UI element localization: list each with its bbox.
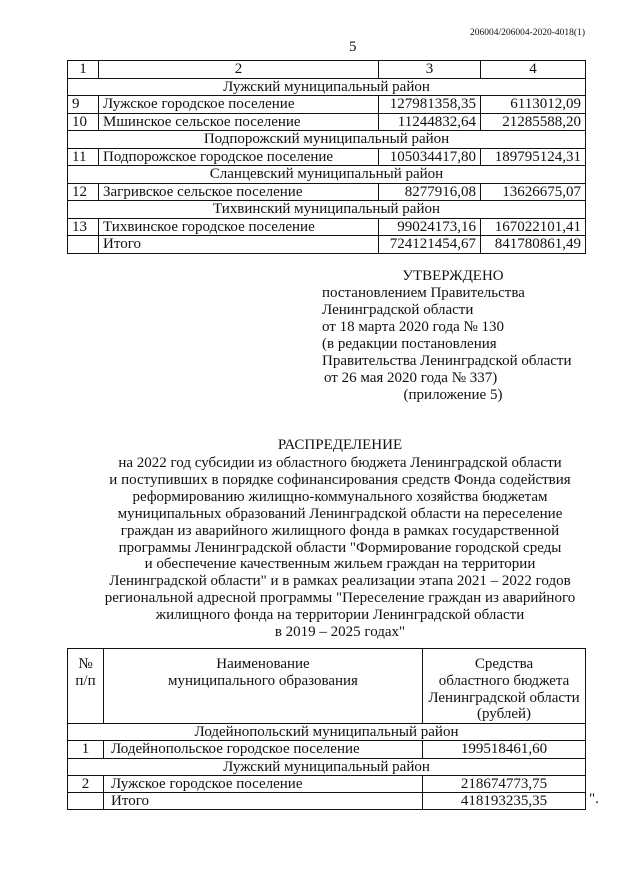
header-number bbox=[68, 649, 104, 724]
description-line: на 2022 год субсидии из областного бюджета Ленинградской области bbox=[118, 455, 562, 471]
table-row bbox=[68, 183, 586, 201]
header-funds-line: областного бюджета bbox=[438, 672, 570, 689]
table-header-row bbox=[68, 649, 586, 724]
row-number: 9 bbox=[68, 96, 99, 114]
approval-line: Правительства Ленинградской области bbox=[322, 353, 572, 369]
approval-line: от 18 марта 2020 года № 130 bbox=[322, 319, 505, 335]
table-row bbox=[68, 113, 586, 131]
total-col4: 841780861,49 bbox=[481, 236, 586, 254]
amount-col3: 8277916,08 bbox=[379, 183, 481, 201]
header-number-line: п/п bbox=[75, 672, 96, 689]
table-header-row bbox=[68, 61, 586, 79]
header-funds-line: (рублей) bbox=[476, 706, 532, 723]
description-line: и обеспечение качественным жильем граждан на территории bbox=[144, 556, 536, 573]
district-name: Лужский муниципальный район bbox=[68, 78, 586, 96]
description-line: региональной адресной программы "Переселение граждан из аварийного bbox=[104, 590, 576, 607]
settlement-name: Тихвинское городское поселение bbox=[99, 218, 379, 236]
header-funds-line: Ленинградской области bbox=[428, 689, 580, 706]
header-funds-line: Средства bbox=[474, 656, 534, 672]
amount-col4: 13626675,07 bbox=[481, 183, 586, 201]
amount-col4: 167022101,41 bbox=[481, 218, 586, 236]
approval-line: Ленинградской области bbox=[322, 302, 474, 318]
amount-col4: 189795124,31 bbox=[481, 148, 586, 166]
header-number-line: № bbox=[78, 656, 93, 672]
column-number-4: 4 bbox=[481, 61, 586, 79]
row-number: 11 bbox=[68, 148, 99, 166]
district-row bbox=[68, 78, 586, 96]
total-row bbox=[68, 792, 586, 809]
district-name: Подпорожский муниципальный район bbox=[68, 131, 586, 149]
total-funds: 418193235,35 bbox=[423, 792, 586, 809]
description-line: жилищного фонда на территории Ленинградской области bbox=[155, 607, 525, 624]
approval-title: УТВЕРЖДЕНО bbox=[402, 268, 504, 284]
document-id: 206004/206004-2020-4018(1) bbox=[469, 28, 585, 38]
distribution-description bbox=[60, 455, 620, 641]
table-row bbox=[68, 218, 586, 236]
approval-line: постановлением Правительства bbox=[322, 285, 525, 301]
description-line: муниципальных образований Ленинградской области на переселение bbox=[117, 505, 563, 522]
settlement-name: Лужское городское поселение bbox=[104, 775, 423, 792]
approval-block bbox=[322, 268, 584, 404]
row-number: 13 bbox=[68, 218, 99, 236]
page-number: 5 bbox=[349, 39, 357, 55]
distribution-table bbox=[67, 648, 586, 810]
row-number: 2 bbox=[68, 775, 104, 792]
column-number-2: 2 bbox=[99, 61, 379, 79]
district-row bbox=[68, 166, 586, 184]
description-line: реформированию жилищно-коммунального хозяйства бюджетам bbox=[132, 488, 548, 505]
district-row bbox=[68, 201, 586, 219]
amount-col3: 11244832,64 bbox=[379, 113, 481, 131]
settlement-name: Подпорожское городское поселение bbox=[99, 148, 379, 166]
column-number-3: 3 bbox=[379, 61, 481, 79]
settlement-name: Лужское городское поселение bbox=[99, 96, 379, 114]
closing-quote-mark: ". bbox=[589, 791, 599, 807]
funds-amount: 218674773,75 bbox=[423, 775, 586, 792]
table-row bbox=[68, 96, 586, 114]
district-name: Тихвинский муниципальный район bbox=[68, 201, 586, 219]
approval-line: от 26 мая 2020 года № 337) bbox=[324, 370, 498, 386]
district-row bbox=[68, 724, 586, 741]
row-number: 12 bbox=[68, 183, 99, 201]
total-row bbox=[68, 236, 586, 254]
district-name: Сланцевский муниципальный район bbox=[68, 166, 586, 184]
header-municipality bbox=[104, 649, 423, 724]
description-line: в 2019 – 2025 годах" bbox=[274, 624, 406, 641]
header-municipality-line: Наименование bbox=[216, 656, 310, 672]
appendix-label: (приложение 5) bbox=[403, 387, 503, 403]
row-number: 10 bbox=[68, 113, 99, 131]
amount-col3: 127981358,35 bbox=[379, 96, 481, 114]
settlement-name: Лодейнопольское городское поселение bbox=[104, 741, 423, 758]
description-line: программы Ленинградской области "Формирование городской среды bbox=[118, 539, 562, 556]
approval-line: (в редакции постановления bbox=[322, 336, 497, 352]
total-label: Итого bbox=[99, 236, 379, 254]
description-line: и поступивших в порядке софинансирования средств Фонда содействия bbox=[109, 471, 571, 488]
amount-col3: 105034417,80 bbox=[379, 148, 481, 166]
amount-col4: 21285588,20 bbox=[481, 113, 586, 131]
district-row bbox=[68, 131, 586, 149]
header-municipality-line: муниципального образования bbox=[168, 672, 358, 689]
settlement-name: Мшинское сельское поселение bbox=[99, 113, 379, 131]
row-number-empty bbox=[68, 792, 104, 809]
table-row bbox=[68, 148, 586, 166]
district-name: Лодейнопольский муниципальный район bbox=[68, 724, 586, 741]
district-name: Лужский муниципальный район bbox=[68, 758, 586, 775]
amount-col3: 99024173,16 bbox=[379, 218, 481, 236]
column-number-1: 1 bbox=[68, 61, 99, 79]
header-funds bbox=[423, 649, 586, 724]
total-label: Итого bbox=[104, 792, 423, 809]
table-row bbox=[68, 775, 586, 792]
description-line: граждан из аварийного жилищного фонда в рамках государственной bbox=[120, 522, 560, 539]
district-row bbox=[68, 758, 586, 775]
amount-col4: 6113012,09 bbox=[481, 96, 586, 114]
funds-amount: 199518461,60 bbox=[423, 741, 586, 758]
table-row bbox=[68, 741, 586, 758]
total-col3: 724121454,67 bbox=[379, 236, 481, 254]
row-number: 1 bbox=[68, 741, 104, 758]
distribution-title: РАСПРЕДЕЛЕНИЕ bbox=[277, 437, 403, 453]
description-line: Ленинградской области" и в рамках реализации этапа 2021 – 2022 годов bbox=[109, 573, 571, 590]
row-number-empty bbox=[68, 236, 99, 254]
settlement-name: Загривское сельское поселение bbox=[99, 183, 379, 201]
continuation-table bbox=[67, 60, 586, 254]
